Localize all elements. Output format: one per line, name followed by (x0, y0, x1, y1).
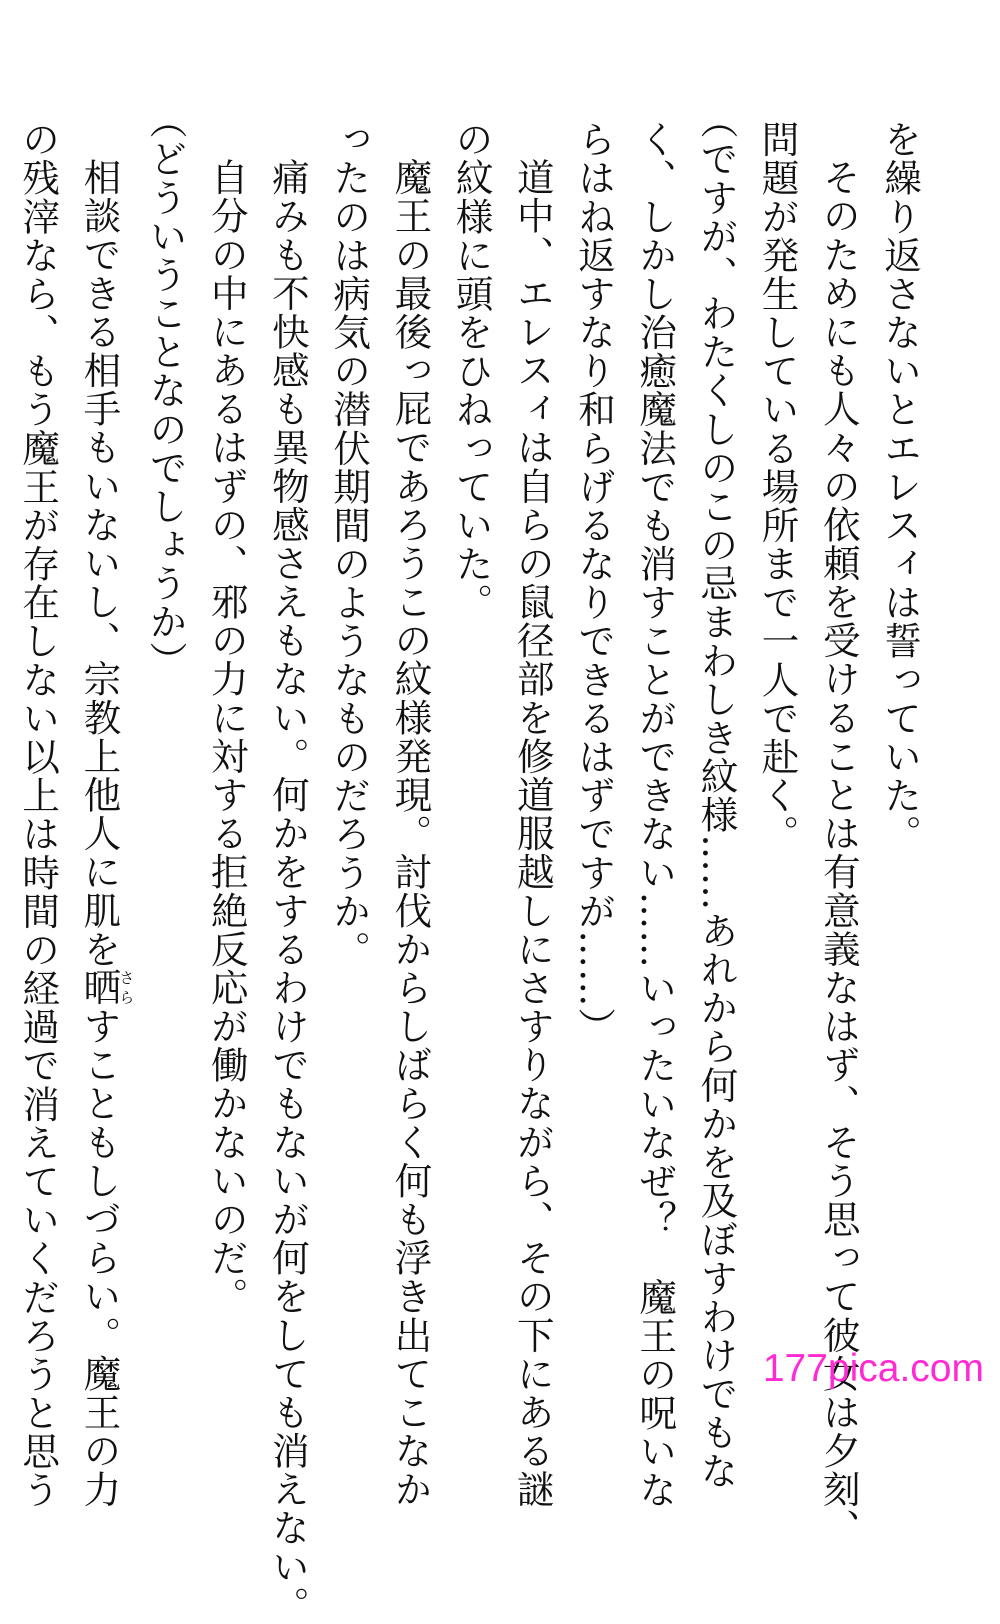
text-line-3: 問題が発生している場所まで一人で赴く。 (755, 120, 800, 854)
text-line-5: く、しかし治癒魔法でも消すことができない……いったいなぜ？ 魔王の呪いな (633, 120, 678, 1510)
ruby-annotation: 晒さら (77, 967, 136, 1007)
text-line-8: の紋様に頭をひねっていた。 (449, 120, 494, 622)
text-line-1: を繰り返さないとエレスィは誓っていた。 (878, 120, 922, 854)
text-line-2: そのためにも人々の依頼を受けることは有意義なはず、そう思って彼女は夕刻、 (816, 157, 861, 1547)
text-line-11: 痛みも不快感も異物感さえもない。何かをするわけでもないが何をしても消えない。 (265, 157, 310, 1624)
text-line-14-content: 相談できる相手もいないし、宗教上他人に肌を晒さらすこともしづらい。魔王の力 (77, 157, 136, 1509)
text-line-12: 自分の中にあるはずの、邪の力に対する拒絶反応が働かないのだ。 (204, 157, 249, 1316)
text-line-14 (68, 120, 136, 1509)
text-line-13: （どういうことなのでしょうか） (143, 101, 188, 681)
ruby-reading: さら (117, 967, 136, 1007)
text-line-15: の残滓なら、もう魔王が存在しない以上は時間の経過で消えていくだろうと思う (16, 120, 61, 1510)
text-line-9: 魔王の最後っ屁であろうこの紋様発現。討伐からしばらく何も浮き出てこなか (388, 157, 433, 1509)
text-line-4: （ですが、わたくしのこの忌まわしき紋様……あれから何かを及ぼすわけでもな (694, 101, 739, 1491)
text-line-10: ったのは病気の潜伏期間のようなものだろうか。 (327, 120, 372, 969)
text-line-7: 道中、エレスィは自らの鼠径部を修道服越しにさすりながら、その下にある謎 (510, 157, 555, 1509)
watermark-logo: 177pica.com (762, 1347, 984, 1390)
text-line-6: らはね返すなり和らげるなりできるはずですが……） (571, 120, 616, 1047)
